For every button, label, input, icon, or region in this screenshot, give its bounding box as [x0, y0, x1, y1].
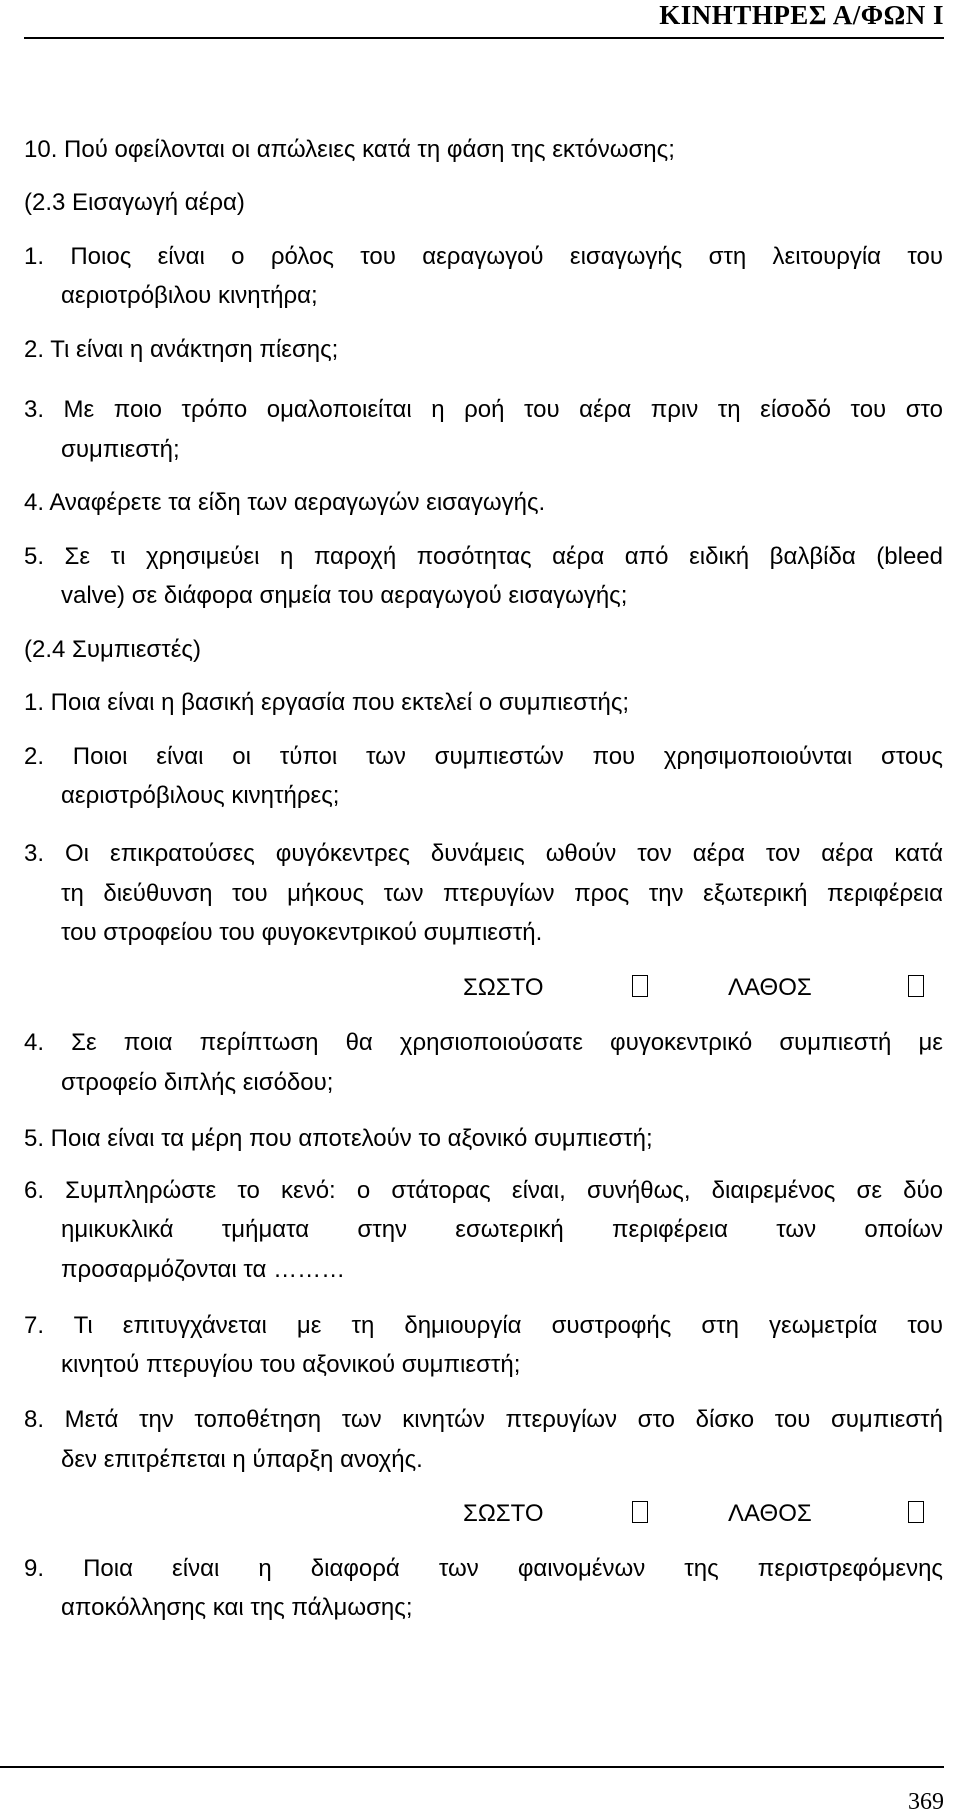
- checkbox-icon: [908, 1501, 924, 1523]
- question-2-4-8-line2: δεν επιτρέπεται η ύπαρξη ανοχής.: [61, 1446, 423, 1473]
- question-2-3-3-line2: συμπιεστή;: [61, 436, 180, 463]
- true-label: ΣΩΣΤΟ: [463, 1500, 544, 1527]
- question-2-3-1-line1: 1. Ποιος είναι ο ρόλος του αεραγωγού εισαγωγής στη λειτουργία του: [24, 243, 943, 270]
- question-2-3-5-line2: valve) σε διάφορα σημεία του αεραγωγού εισαγωγής;: [61, 582, 628, 609]
- question-2-4-6-line3: προσαρμόζονται τα ………: [61, 1256, 346, 1283]
- header-divider: [24, 37, 944, 39]
- false-label: ΛΑΘΟΣ: [728, 1500, 812, 1527]
- question-2-4-8-line1: 8. Μετά την τοποθέτηση των κινητών πτερυγίων στο δίσκο του συμπιεστή: [24, 1406, 943, 1433]
- question-2-4-4-line2: στροφείο διπλής εισόδου;: [61, 1069, 334, 1096]
- question-2-4-9-line2: αποκόλλησης και της πάλμωσης;: [61, 1594, 413, 1621]
- checkbox-icon: [632, 975, 648, 997]
- false-checkbox[interactable]: [908, 1500, 924, 1528]
- footer-divider: [0, 1766, 944, 1768]
- question-2-4-1: 1. Ποια είναι η βασική εργασία που εκτελεί ο συμπιεστής;: [24, 689, 630, 716]
- false-checkbox[interactable]: [908, 974, 924, 1002]
- section-heading-2-3: (2.3 Εισαγωγή αέρα): [24, 189, 245, 216]
- question-2-4-7-line2: κινητού πτερυγίου του αξονικού συμπιεστή;: [61, 1351, 521, 1378]
- question-10: 10. Πού οφείλονται οι απώλειες κατά τη φάση της εκτόνωσης;: [24, 136, 675, 163]
- true-label: ΣΩΣΤΟ: [463, 974, 544, 1001]
- checkbox-icon: [632, 1501, 648, 1523]
- question-2-4-7-line1: 7. Τι επιτυγχάνεται με τη δημιουργία συστροφής στη γεωμετρία του: [24, 1312, 943, 1339]
- question-2-4-2-line2: αεριστρόβιλους κινητήρες;: [61, 782, 340, 809]
- question-2-4-4-line1: 4. Σε ποια περίπτωση θα χρησιοποιούσατε φυγοκεντρικό συμπιεστή με: [24, 1029, 943, 1056]
- question-2-3-1-line2: αεριοτρόβιλου κινητήρα;: [61, 282, 318, 309]
- question-2-4-3-line2: τη διεύθυνση του μήκους των πτερυγίων προς την εξωτερική περιφέρεια: [61, 880, 943, 907]
- header-title: ΚΙΝΗΤΗΡΕΣ Α/ΦΩΝ Ι: [659, 0, 944, 30]
- question-2-4-5: 5. Ποια είναι τα μέρη που αποτελούν το αξονικό συμπιεστή;: [24, 1125, 653, 1152]
- question-2-3-3-line1: 3. Με ποιο τρόπο ομαλοποιείται η ροή του αέρα πριν τη είσοδό του στο: [24, 396, 943, 423]
- true-checkbox[interactable]: [632, 1500, 648, 1528]
- question-2-4-3-line3: του στροφείου του φυγοκεντρικού συμπιεστή.: [61, 919, 543, 946]
- page-number: 369: [908, 1789, 944, 1815]
- question-2-3-2: 2. Τι είναι η ανάκτηση πίεσης;: [24, 336, 339, 363]
- false-label: ΛΑΘΟΣ: [728, 974, 812, 1001]
- checkbox-icon: [908, 975, 924, 997]
- question-2-3-5-line1: 5. Σε τι χρησιμεύει η παροχή ποσότητας αέρα από ειδική βαλβίδα (bleed: [24, 543, 943, 570]
- question-2-4-6-line1: 6. Συμπληρώστε το κενό: ο στάτορας είναι, συνήθως, διαιρεμένος σε δύο: [24, 1177, 943, 1204]
- question-2-4-2-line1: 2. Ποιοι είναι οι τύποι των συμπιεστών που χρησιμοποιούνται στους: [24, 743, 943, 770]
- question-2-3-4: 4. Αναφέρετε τα είδη των αεραγωγών εισαγωγής.: [24, 489, 546, 516]
- section-heading-2-4: (2.4 Συμπιεστές): [24, 636, 201, 663]
- question-2-4-6-line2: ημικυκλικά τμήματα στην εσωτερική περιφέρεια των οποίων: [61, 1216, 943, 1243]
- true-checkbox[interactable]: [632, 974, 648, 1002]
- question-2-4-9-line1: 9. Ποια είναι η διαφορά των φαινομένων της περιστρεφόμενης: [24, 1555, 943, 1582]
- question-2-4-3-line1: 3. Οι επικρατούσες φυγόκεντρες δυνάμεις ωθούν τον αέρα τον αέρα κατά: [24, 840, 943, 867]
